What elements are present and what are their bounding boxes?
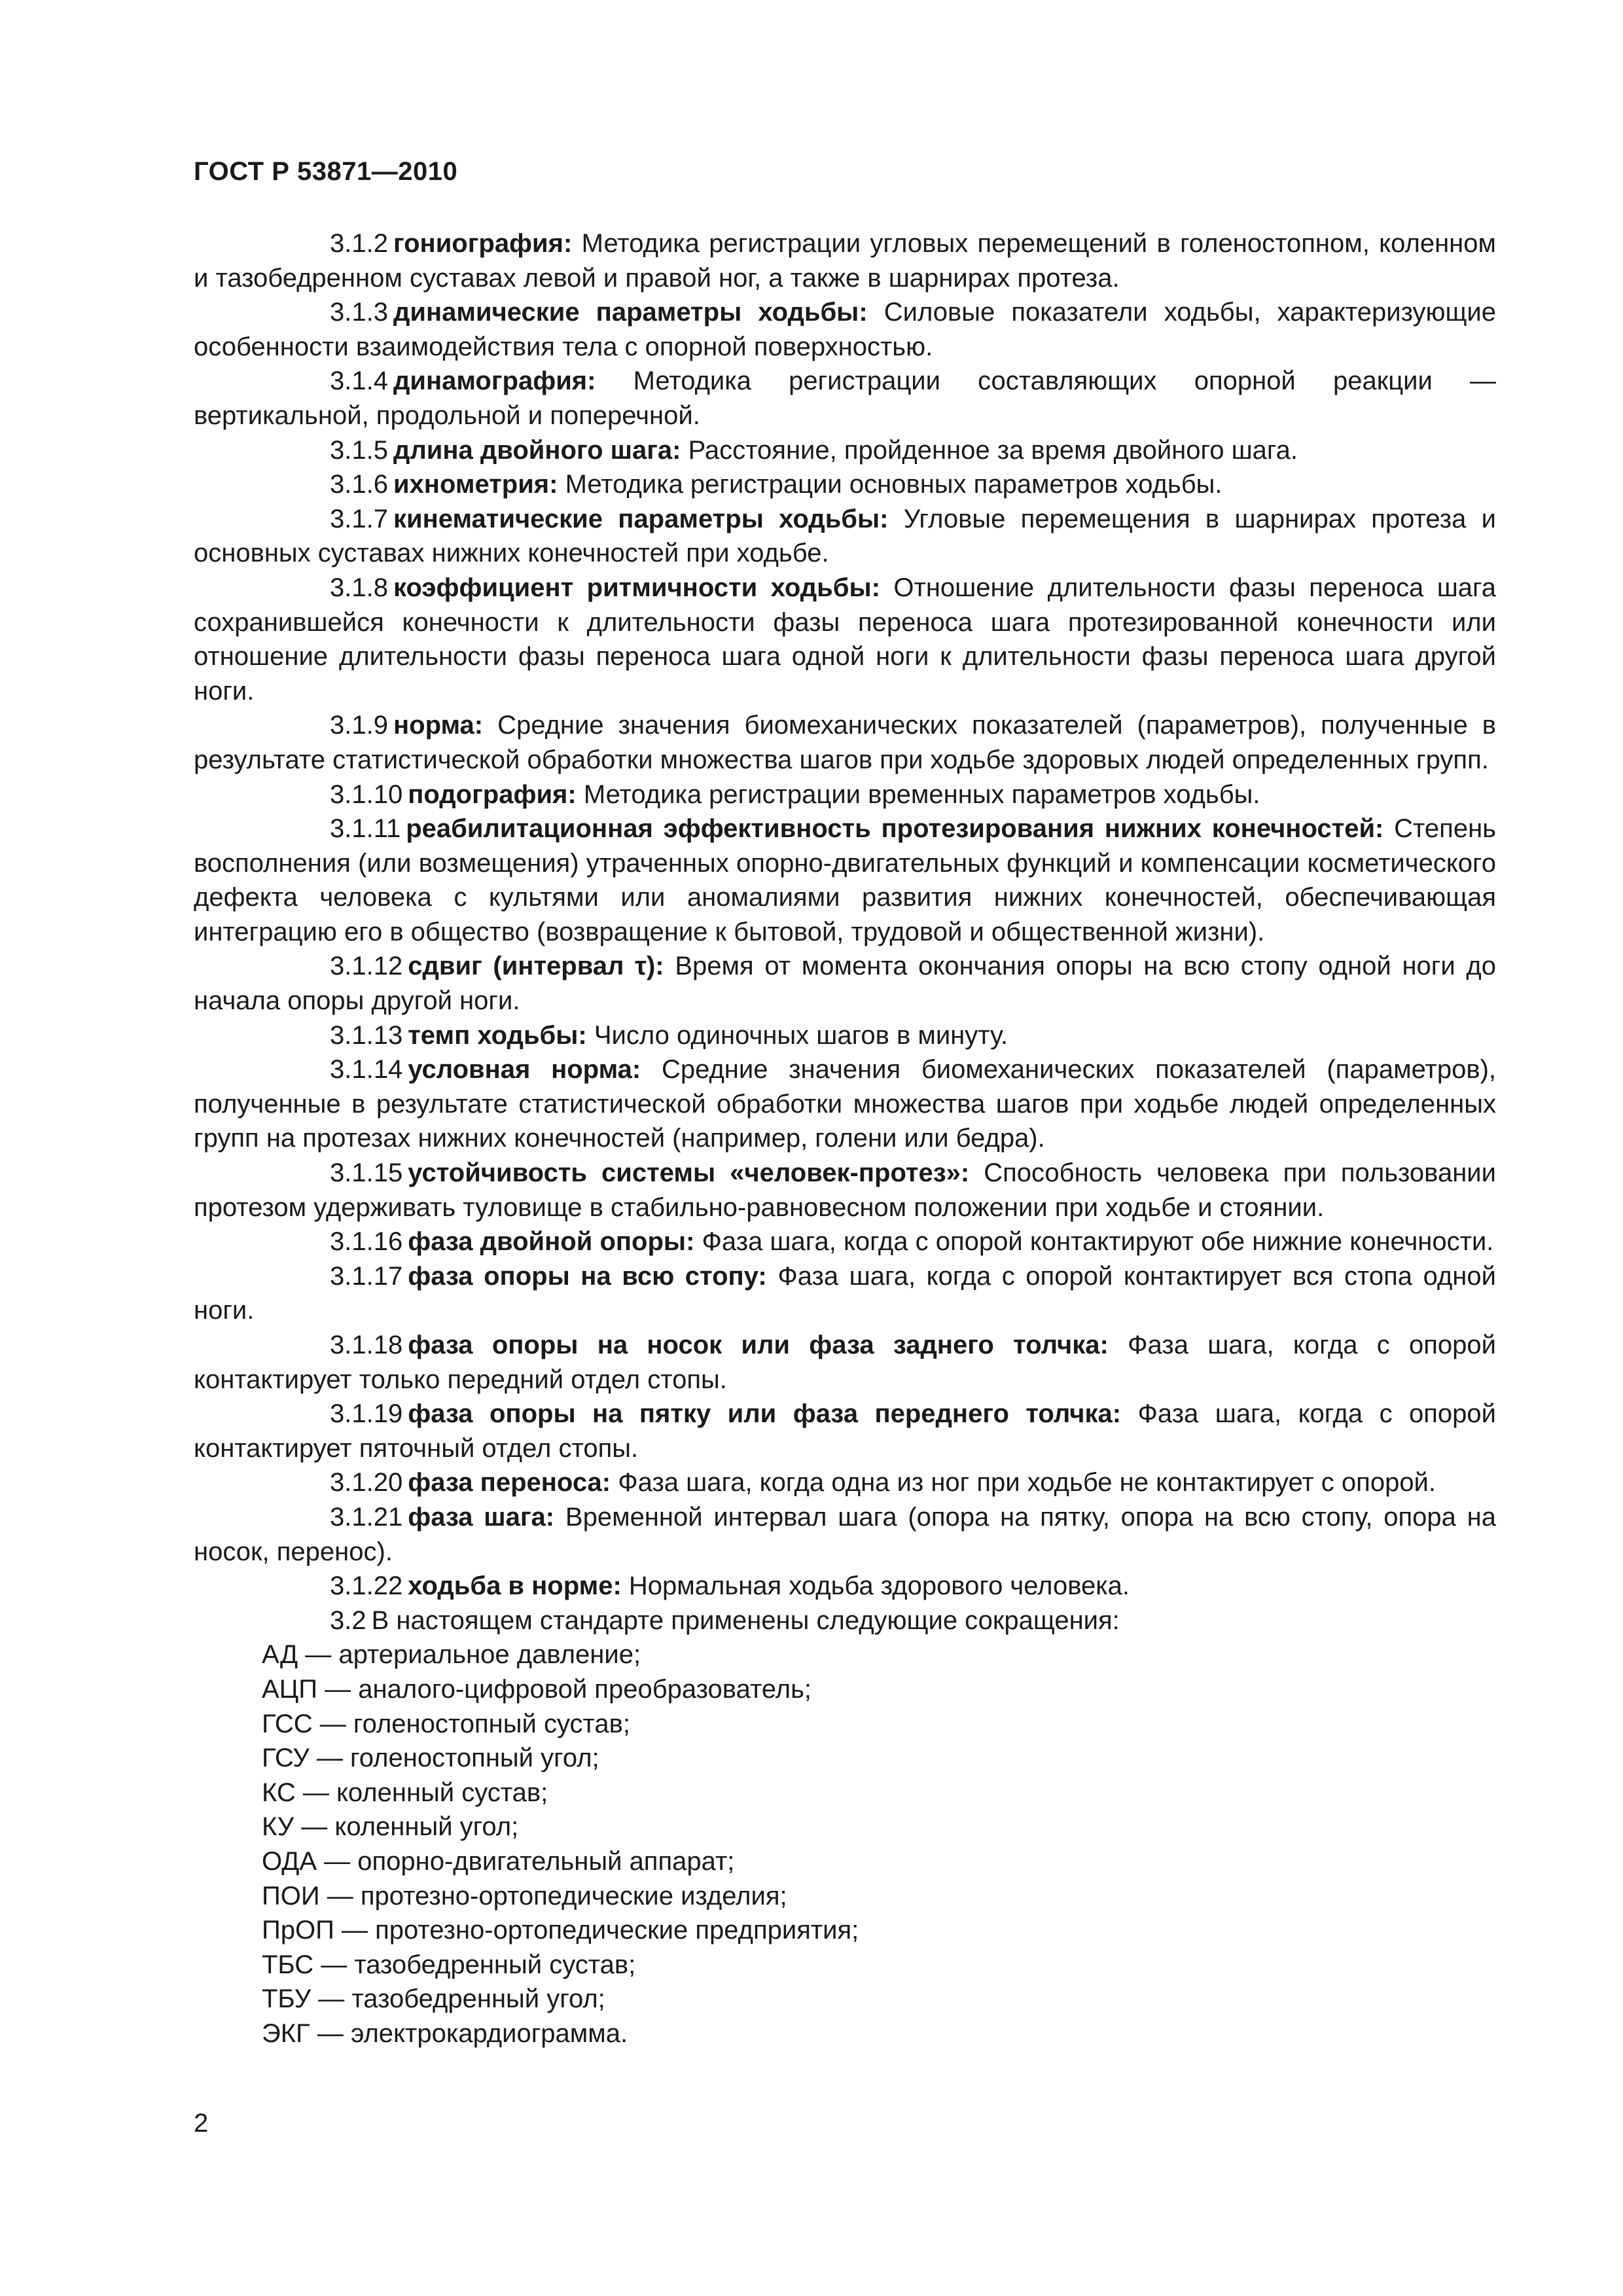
definition-text: Время от момента окончания опоры на всю стопу одной ноги до начала опоры другой ноги.: [194, 952, 1496, 1016]
definition-item: [194, 1018, 1496, 1053]
definition-term: ихнометрия:: [393, 470, 558, 499]
definition-text: Методика регистрации угловых перемещений в голеностопном, коленном и тазобедренном суставах левой и правой ног, а также в шарнирах протеза.: [194, 229, 1496, 293]
abbreviation-item: КУ — коленный угол;: [262, 1812, 519, 1842]
definition-text: Угловые перемещения в шарнирах протеза и основных суставах нижних конечностей при ходьбе.: [194, 504, 1496, 568]
definition-text: Отношение длительности фазы переноса шага сохранившейся конечности к длительности фазы переноса шага протезированной конечности или отношение длительности фазы переноса шага одной ноги к длительности фазы переноса шага другой ноги.: [194, 573, 1496, 706]
definition-term: сдвиг (интервал τ):: [408, 952, 664, 981]
definition-number: 3.1.7: [330, 504, 388, 533]
definition-term: темп ходьбы:: [408, 1020, 587, 1050]
definition-item: [194, 949, 1496, 1018]
abbreviation-item: ПрОП — протезно-ортопедические предприятия;: [262, 1916, 859, 1945]
definition-number: 3.1.10: [330, 780, 403, 809]
definition-term: коэффициент ритмичности ходьбы:: [393, 573, 880, 602]
definition-item: [194, 364, 1496, 433]
section-number: 3.2: [330, 1605, 366, 1635]
definition-term: условная норма:: [408, 1055, 641, 1085]
definition-number: 3.1.15: [330, 1158, 403, 1188]
definition-item: [194, 1465, 1496, 1500]
definition-text: Фаза шага, когда с опорой контактируют обе нижние конечности.: [702, 1227, 1494, 1257]
definition-number: 3.1.11: [330, 814, 401, 844]
definition-text: Степень восполнения (или возмещения) утраченных опорно-двигательных функций и компенсации косметического дефекта человека с культями или аномалиями развития нижних конечностей, обеспечивающая интеграцию его в общество (возвращение к бытовой, трудовой и общественной жизни).: [194, 814, 1496, 946]
definition-term: ходьба в норме:: [408, 1571, 622, 1601]
definition-number: 3.1.3: [330, 298, 388, 327]
definition-number: 3.1.14: [330, 1055, 403, 1085]
abbreviation-item: АЦП — аналого-цифровой преобразователь;: [262, 1674, 812, 1704]
definition-item: [194, 1397, 1496, 1465]
definition-item: [194, 1328, 1496, 1397]
definition-number: 3.1.12: [330, 952, 403, 981]
definition-number: 3.1.21: [330, 1502, 403, 1532]
definition-term: фаза переноса:: [408, 1468, 611, 1498]
definition-item: [194, 1569, 1496, 1604]
document-header: ГОСТ Р 53871—2010: [194, 157, 458, 186]
definition-term: подография:: [408, 780, 577, 809]
definition-item: [194, 467, 1496, 502]
definition-number: 3.1.18: [330, 1331, 403, 1359]
definition-text: Средние значения биомеханических показателей (параметров), полученные в результате статистической обработки множества шагов при ходьбе людей определенных групп на протезах нижних конечностей (например, голени или бедра).: [194, 1055, 1496, 1153]
abbreviation-item: ТБС — тазобедренный сустав;: [262, 1950, 636, 1979]
definition-term: норма:: [393, 711, 484, 740]
definition-term: гониография:: [393, 229, 573, 258]
definition-term: фаза опоры на носок или фаза заднего толчка:: [408, 1331, 1109, 1359]
abbreviations-list: [194, 1638, 1496, 2051]
definition-text: Методика регистрации составляющих опорной реакции — вертикальной, продольной и поперечной.: [194, 367, 1496, 430]
definition-text: Средние значения биомеханических показателей (параметров), полученные в результате статистической обработки множества шагов при ходьбе здоровых людей определенных групп.: [194, 711, 1496, 774]
definition-text: Временной интервал шага (опора на пятку, опора на всю стопу, опора на носок, перенос).: [194, 1502, 1496, 1566]
definition-number: 3.1.19: [330, 1399, 403, 1429]
abbreviation-item: ЭКГ — электрокардиограмма.: [262, 2018, 628, 2048]
definition-text: Нормальная ходьба здорового человека.: [628, 1571, 1130, 1601]
abbreviations-intro: [194, 1604, 1496, 1638]
definition-number: 3.1.22: [330, 1571, 403, 1601]
page-number: 2: [194, 2109, 209, 2138]
document-body: [194, 226, 1496, 2051]
abbreviation-item: ГСС — голеностопный сустав;: [262, 1709, 630, 1738]
definition-term: кинематические параметры ходьбы:: [393, 504, 889, 533]
definition-number: 3.1.17: [330, 1261, 403, 1291]
definition-term: динамография:: [393, 367, 596, 396]
definition-term: фаза опоры на пятку или фаза переднего толчка:: [408, 1399, 1122, 1429]
definition-item: [194, 1259, 1496, 1328]
definition-term: реабилитационная эффективность протезирования нижних конечностей:: [406, 814, 1384, 844]
abbreviation-item: АД — артериальное давление;: [262, 1640, 641, 1670]
definition-term: фаза двойной опоры:: [408, 1227, 695, 1257]
definition-text: Число одиночных шагов в минуту.: [594, 1020, 1008, 1050]
definition-item: [194, 1225, 1496, 1259]
definition-item: [194, 1500, 1496, 1569]
definition-term: длина двойного шага:: [393, 435, 681, 465]
definition-item: [194, 708, 1496, 777]
definition-text: Фаза шага, когда с опорой контактирует только передний отдел стопы.: [194, 1331, 1496, 1394]
definitions-list: [194, 226, 1496, 1604]
definition-number: 3.1.20: [330, 1468, 403, 1498]
definition-item: [194, 1156, 1496, 1225]
definition-item: [194, 1052, 1496, 1156]
definition-term: устойчивость системы «человек-протез»:: [408, 1158, 970, 1188]
definition-text: Расстояние, пройденное за время двойного шага.: [688, 435, 1298, 465]
definition-number: 3.1.13: [330, 1020, 403, 1050]
abbreviation-item: ПОИ — протезно-ортопедические изделия;: [262, 1881, 787, 1910]
definition-term: фаза шага:: [408, 1502, 555, 1532]
definition-item: [194, 778, 1496, 812]
definition-number: 3.1.9: [330, 711, 388, 740]
definition-number: 3.1.6: [330, 470, 388, 499]
definition-number: 3.1.5: [330, 435, 388, 465]
definition-text: Фаза шага, когда одна из ног при ходьбе не контактирует с опорой.: [618, 1468, 1436, 1498]
definition-number: 3.1.2: [330, 229, 388, 258]
definition-number: 3.1.8: [330, 573, 388, 602]
definition-item: [194, 812, 1496, 949]
definition-term: фаза опоры на всю стопу:: [408, 1261, 767, 1291]
definition-item: [194, 295, 1496, 364]
definition-text: Фаза шага, когда с опорой контактирует пяточный отдел стопы.: [194, 1399, 1496, 1463]
definition-text: Способность человека при пользовании протезом удерживать туловище в стабильно-равновесном положении при ходьбе и стоянии.: [194, 1158, 1496, 1222]
abbreviation-item: КС — коленный сустав;: [262, 1778, 548, 1807]
definition-number: 3.1.16: [330, 1227, 403, 1257]
definition-text: Фаза шага, когда с опорой контактирует вся стопа одной ноги.: [194, 1261, 1496, 1325]
definition-item: [194, 571, 1496, 708]
abbreviation-item: ОДА — опорно-двигательный аппарат;: [262, 1846, 735, 1876]
definition-item: [194, 433, 1496, 468]
definition-item: [194, 502, 1496, 571]
abbreviation-item: ГСУ — голеностопный угол;: [262, 1744, 599, 1773]
definition-number: 3.1.4: [330, 367, 388, 396]
definition-term: динамические параметры ходьбы:: [393, 298, 868, 327]
definition-text: Методика регистрации основных параметров ходьбы.: [565, 470, 1222, 499]
abbreviations-intro-text: В настоящем стандарте применены следующие сокращения:: [371, 1605, 1120, 1635]
definition-item: [194, 226, 1496, 295]
abbreviation-item: ТБУ — тазобедренный угол;: [262, 1984, 605, 2014]
definition-text: Методика регистрации временных параметров ходьбы.: [583, 780, 1260, 809]
definition-text: Силовые показатели ходьбы, характеризующие особенности взаимодействия тела с опорной поверхностью.: [194, 298, 1496, 361]
